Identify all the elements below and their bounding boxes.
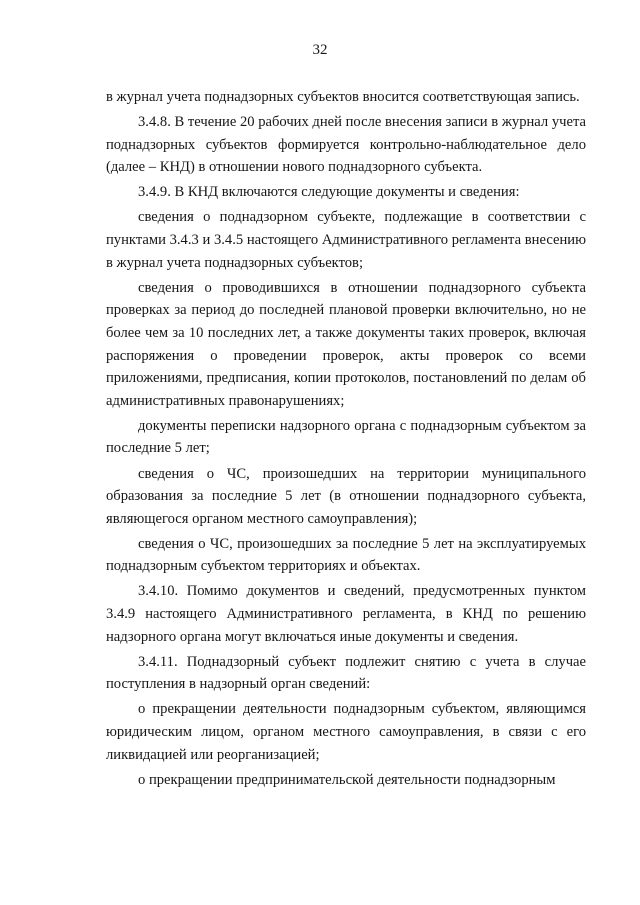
page-number: 32 — [312, 42, 328, 58]
paragraph-3-4-11: 3.4.11. Поднадзорный субъект подлежит снятию с учета в случае поступления в надзорный орган сведений: — [106, 653, 586, 693]
paragraph-3-4-10: 3.4.10. Помимо документов и сведений, предусмотренных пунктом 3.4.9 настоящего Административного регламента, в КНД по решению надзорного органа могут включаться иные документы и сведения. — [106, 583, 586, 645]
paragraph-3-4-9: 3.4.9. В КНД включаются следующие документы и сведения: — [138, 184, 520, 201]
document-body — [106, 86, 586, 794]
paragraph-continuation: в журнал учета поднадзорных субъектов вносится соответствующая запись. — [106, 89, 580, 105]
list-item-inspections: сведения о проводившихся в отношении поднадзорного субъекта проверках за период до последней плановой проверки включительно, но не более чем за 10 последних лет, а также документы таких проверок, включая распоряжения о проведении проверок, акты проверок со всеми приложениями, предписания, копии протоколов, постановлений по делам об административных правонарушениях; — [106, 279, 586, 409]
list-item-entrepreneur-termination: о прекращении предпринимательской деятельности поднадзорным — [138, 771, 556, 788]
list-item-correspondence: документы переписки надзорного органа с поднадзорным субъектом за последние 5 лет; — [106, 417, 586, 457]
list-item-liquidation: о прекращении деятельности поднадзорным субъектом, являющимся юридическим лицом, органом местного самоуправления, в связи с его ликвидацией или реорганизацией; — [106, 701, 586, 763]
list-item-emergencies-municipal: сведения о ЧС, произошедших на территории муниципального образования за последние 5 лет (в отношении поднадзорного субъекта, являющегося органом местного самоуправления); — [106, 465, 586, 527]
list-item-subject-info: сведения о поднадзорном субъекте, подлежащие в соответствии с пунктами 3.4.3 и 3.4.5 настоящего Административного регламента внесению в журнал учета поднадзорных субъектов; — [106, 209, 586, 271]
list-item-emergencies-objects: сведения о ЧС, произошедших за последние 5 лет на эксплуатируемых поднадзорным субъектом территориях и объектах. — [106, 535, 586, 575]
paragraph-3-4-8: 3.4.8. В течение 20 рабочих дней после внесения записи в журнал учета поднадзорных субъектов формируется контрольно-наблюдательное дело (далее – КНД) в отношении нового поднадзорного субъекта. — [106, 114, 586, 176]
